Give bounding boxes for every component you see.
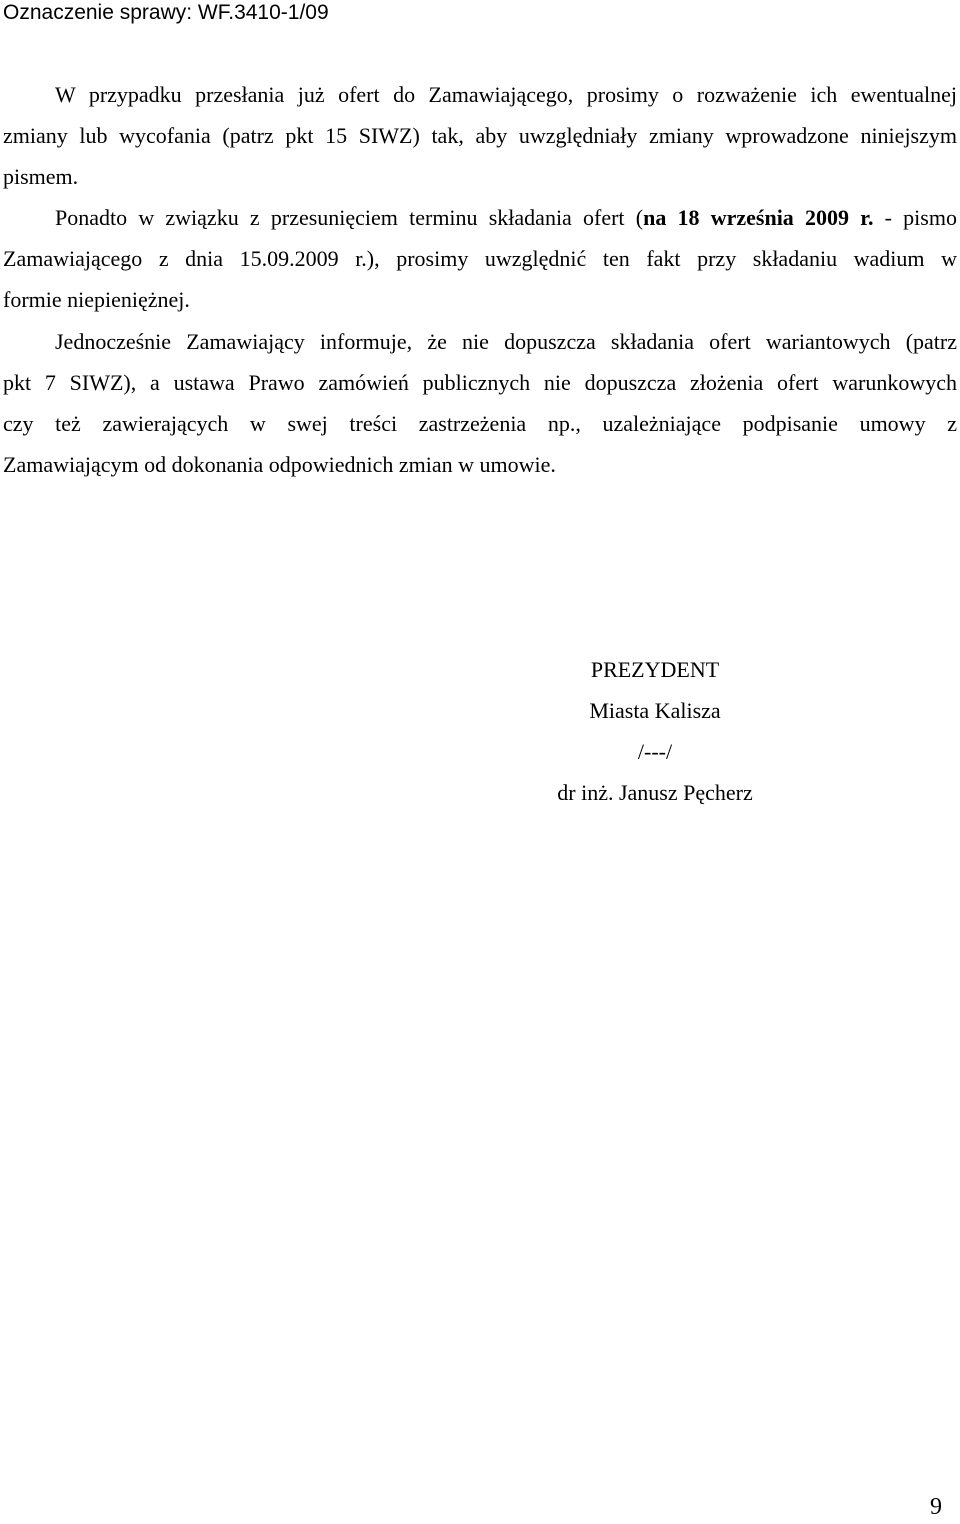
signature-mark: /---/ — [637, 739, 673, 764]
paragraph-2-deadline: na 18 września 2009 r. — [643, 205, 874, 230]
paragraph-2-text-a: Ponadto w związku z przesunięciem terminu składania ofert ( — [55, 205, 644, 230]
paragraph-3-line-4: Zamawiającym od dokonania odpowiednich zmian w umowie. — [3, 452, 556, 477]
paragraph-3-line-2: pkt 7 SIWZ), a ustawa Prawo zamówień publicznych nie dopuszcza złożenia ofert warunkowych — [3, 370, 957, 395]
paragraph-1-line-1: W przypadku przesłania już ofert do Zamawiającego, prosimy o rozważenie ich ewentualnej — [55, 82, 957, 107]
paragraph-1-line-3: pismem. — [3, 164, 79, 189]
paragraph-2-line-3: formie niepieniężnej. — [3, 287, 190, 312]
paragraph-1-line-2: zmiany lub wycofania (patrz pkt 15 SIWZ) tak, aby uwzględniały zmiany wprowadzone niniejszym — [3, 123, 957, 148]
paragraph-2-line-2: Zamawiającego z dnia 15.09.2009 r.), prosimy uwzględnić ten fakt przy składaniu wadium w — [3, 246, 957, 271]
signature-city: Miasta Kalisza — [589, 698, 721, 723]
signature-title: PREZYDENT — [590, 657, 720, 682]
paragraph-3-line-3: czy też zawierających w swej treści zastrzeżenia np., uzależniające podpisanie umowy z — [3, 411, 957, 436]
paragraph-3-line-1: Jednocześnie Zamawiający informuje, że nie dopuszcza składania ofert wariantowych (patrz — [55, 329, 957, 354]
paragraph-2-line-1 — [55, 203, 957, 233]
case-reference: Oznaczenie sprawy: WF.3410-1/09 — [3, 1, 329, 24]
page-number: 9 — [930, 1494, 942, 1520]
paragraph-2-text-b: - pismo — [873, 205, 957, 230]
signature-name: dr inż. Janusz Pęcherz — [557, 780, 753, 805]
